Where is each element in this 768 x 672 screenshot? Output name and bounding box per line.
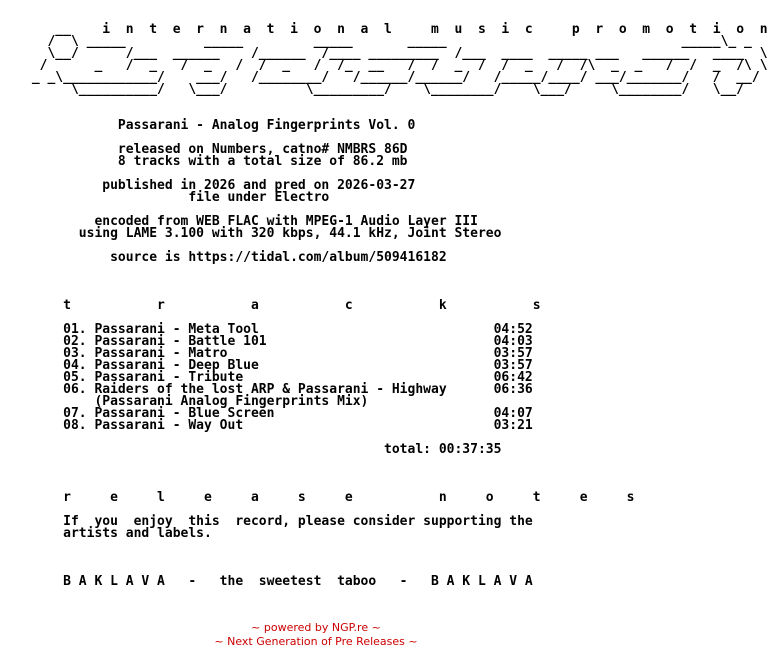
powered-by-footer: ~ powered by NGP.re ~ bbox=[251, 621, 381, 634]
ngp-tagline-footer: ~ Next Generation of Pre Releases ~ bbox=[214, 635, 418, 648]
nfo-text: __ i n t e r n a t i o n a l m u s i c p r o m o t i o n / \ _____ _____ _____ _____ _____\_ _ \__/ /___ ______ /______ /____ _________ /___ ____ _____ ___ ______ ____ \ / _ / _ / _ / / _ / /_ __ / / _ / / _ / /\ _ _ / / _ /\ \ _ _\____________/ ___/ /________/ /______/______/ /_____/____/ ___/_______/ / __/ \__________/ \___/ \_________/ \________/ \___/ \________/ \__/ Passarani - Analog Fingerprints Vol. 0 released on Numbers, catno# NMBRS 86D 8 tracks with a total size of 86.2 mb published in 2026 and pred on 2026-03-27 file under Electro encoded from WEB FLAC with MPEG-1 Audio Layer III using LAME 3.100 with 320 kbps, 44.1 kHz, Joint Stereo source is https://tidal.com/album/509416182 t r a c k s 01. Passarani - Meta Tool 04:52 02. Passarani - Battle 101 04:03 03. Passarani - Matro 03:57 04. Passarani - Deep Blue 03:57 05. Passarani - Tribute 06:42 06. Raiders of the lost ARP & Passarani - Highway 06:36 (Passarani Analog Fingerprints Mix) 07. Passarani - Blue Screen 04:07 08. Passarani - Way Out 03:21 total: 00:37:35 r e l e a s e n o t e s If you enjoy this record, please consider supporting the artists and labels. B A K L A V A - the sweetest taboo - B A K L A V A bbox=[31, 22, 768, 589]
